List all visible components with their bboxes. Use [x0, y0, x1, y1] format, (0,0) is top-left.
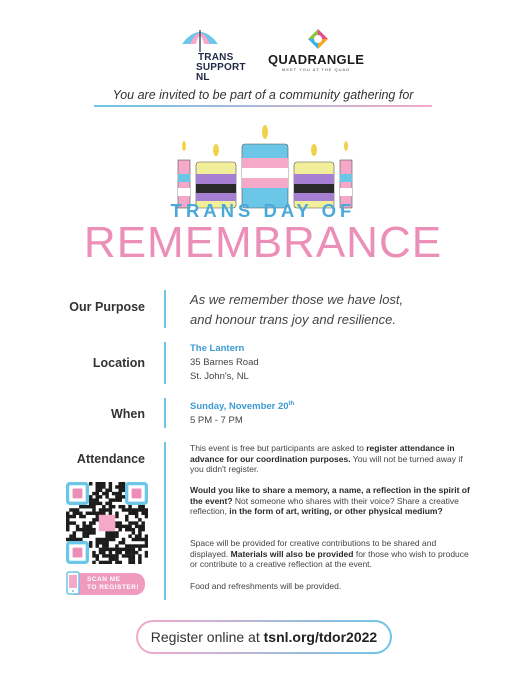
candle-right [294, 144, 334, 208]
purpose-label: Our Purpose [69, 300, 145, 314]
when-date-suffix: th [288, 401, 295, 407]
attendance-divider [164, 442, 166, 600]
when-divider [164, 398, 166, 428]
title-line1: TRANS DAY OF [170, 200, 356, 221]
quadrangle-wordmark: QUADRANGLE [268, 52, 365, 67]
scan-me-line2: TO REGISTER! [87, 584, 140, 591]
location-address2: St. John's, NL [190, 371, 249, 382]
divider [94, 105, 432, 107]
location-label: Location [92, 356, 145, 370]
candle-left [196, 144, 236, 208]
purpose-divider [164, 290, 166, 328]
tsnl-logo-line1: TRANS [198, 52, 234, 63]
p2-text-c: in the form of art, writing, or other physical medium? [229, 506, 443, 516]
location-address1: 35 Barnes Road [190, 357, 259, 368]
attendance-paragraph-3 [190, 538, 475, 570]
candle-center [242, 125, 288, 208]
candle-left-thin [178, 141, 190, 208]
register-url[interactable]: tsnl.org/tdor2022 [263, 629, 378, 645]
quadrangle-mark-icon [307, 28, 329, 50]
invite-text: You are invited to be part of a community gathering for [112, 88, 414, 102]
attendance-paragraph-1 [190, 443, 475, 475]
scan-me-line1: SCAN ME [87, 576, 121, 583]
phone-icon [66, 571, 80, 595]
register-prefix: Register online at [150, 629, 264, 645]
register-online-text [138, 622, 390, 652]
location-divider [164, 342, 166, 384]
p3-text-c: for those who wish to produce or contribute to a creative reflection at the event. [190, 548, 469, 569]
tsnl-logo-line2: SUPPORT NL [196, 62, 246, 83]
register-qr-code[interactable] [66, 482, 148, 564]
location-venue: The Lantern [190, 343, 245, 354]
scan-me-text [72, 573, 145, 595]
register-online-link[interactable] [136, 620, 392, 654]
p1-text-b: register attendance in advance for our coordination purposes. [190, 443, 455, 464]
attendance-paragraph-2 [190, 485, 475, 517]
title-line2: REMEMBRANCE [83, 218, 443, 267]
p1-text-a: This event is free but participants are asked to [190, 443, 367, 453]
scan-me-badge[interactable] [66, 570, 148, 596]
candle-right-thin [340, 141, 352, 208]
purpose-line1: As we remember those we have lost, [190, 292, 404, 307]
p3-text-a: Space will be provided for creative contributions to be shared and displayed. [190, 538, 437, 559]
p3-text-b: Materials will also be provided [230, 548, 354, 559]
when-label: When [110, 407, 145, 421]
attendance-label: Attendance [76, 452, 145, 466]
purpose-line2: and honour trans joy and resilience. [190, 312, 396, 327]
when-date [190, 401, 294, 412]
quadrangle-tagline: MEET YOU AT THE QUAD [282, 67, 351, 72]
candles-illustration [172, 122, 358, 210]
attendance-paragraph-4: Food and refreshments will be provided. [190, 581, 342, 591]
p2-text-a: Would you like to share a memory, a name, a reflection in the spirit of the event? [190, 485, 470, 506]
when-date-text: Sunday, November 20 [190, 401, 289, 413]
umbrella-icon [180, 26, 220, 52]
quadrangle-logo [268, 26, 368, 72]
tsnl-logo [178, 26, 258, 83]
p1-text-c: You will not be turned away if you didn't register. [190, 453, 463, 474]
p2-text-b: Not someone who shares with their voice? Share a creative reflection, [190, 495, 459, 516]
when-time: 5 PM - 7 PM [190, 415, 243, 426]
